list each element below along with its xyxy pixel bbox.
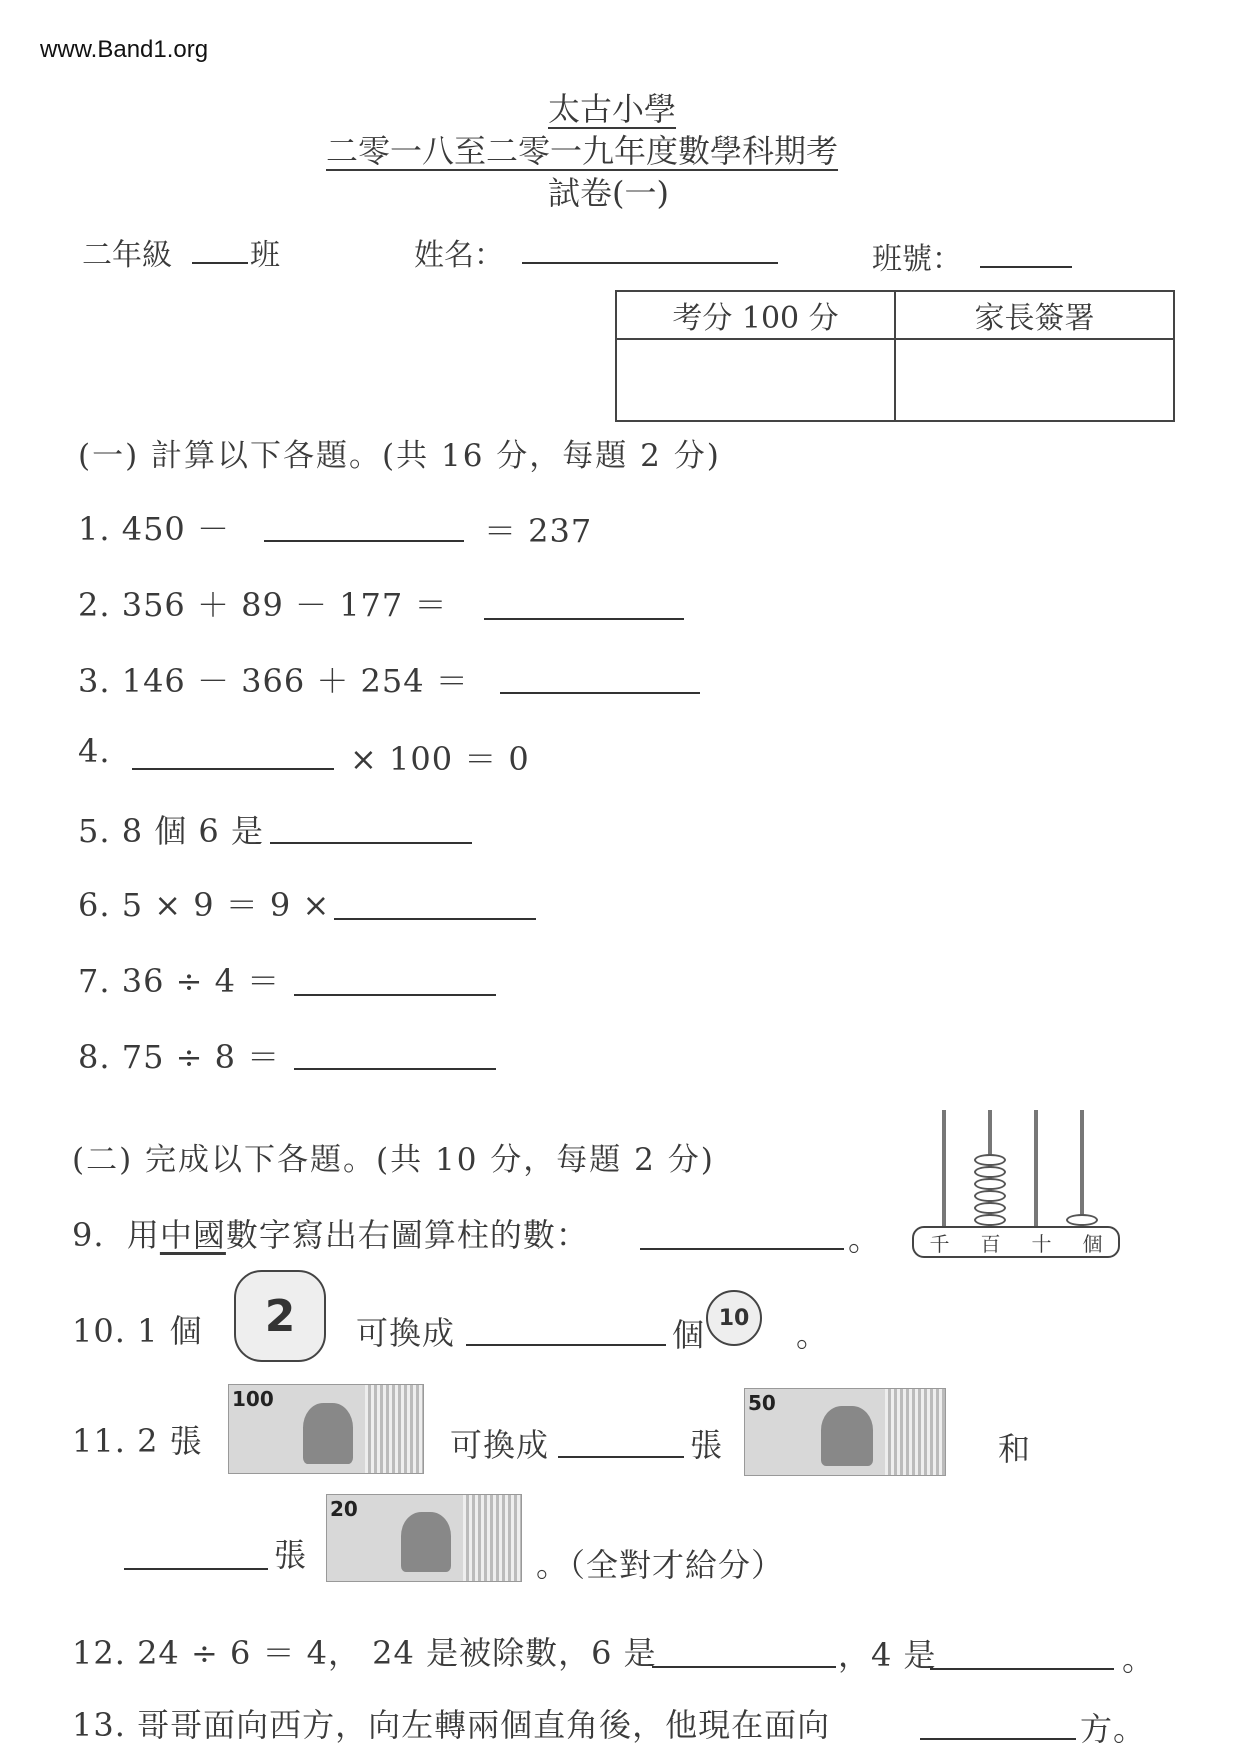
abacus-label-ones: 個 (1082, 1231, 1103, 1256)
name-field[interactable] (522, 262, 778, 264)
question-6: 6. 5 × 9 ＝ 9 × (78, 886, 331, 924)
abacus-rod-tens (1034, 1110, 1038, 1228)
abacus-bead (974, 1154, 1006, 1166)
question-7: 7. 36 ÷ 4 ＝ (78, 962, 281, 1000)
score-header: 考分 100 分 (616, 291, 895, 339)
parent-signature-cell[interactable] (895, 339, 1174, 421)
question-1-result: ＝ 237 (484, 512, 593, 550)
name-label: 姓名： (414, 238, 504, 273)
question-9-prefix: 用 (126, 1216, 160, 1254)
abacus-label-hundreds: 百 (980, 1231, 1001, 1256)
two-dollar-coin-icon (234, 1270, 326, 1362)
question-12: 12. 24 ÷ 6 ＝ 4， 24 是被除數，6 是 (72, 1634, 657, 1672)
question-9 (72, 1210, 589, 1256)
ten-cent-coin-icon (706, 1290, 762, 1346)
question-9-end: 。 (848, 1220, 882, 1258)
two-dollar-coin-value: 2 (264, 1290, 296, 1342)
question-2: 2. 356 ＋ 89 － 177 ＝ (78, 586, 448, 624)
answer-blank-13[interactable] (920, 1738, 1076, 1740)
hundred-dollar-note-value: 100 (232, 1387, 274, 1411)
answer-blank-2[interactable] (484, 618, 684, 620)
paper-number: 試卷(一) (548, 174, 669, 212)
question-10: 10. 1 個 (72, 1312, 203, 1350)
question-12-mid: ，4 是 (838, 1636, 937, 1674)
grade-label: 二年級 (82, 238, 172, 273)
answer-blank-5[interactable] (270, 842, 472, 844)
abacus-rod-ones (1080, 1110, 1084, 1228)
question-3: 3. 146 － 366 ＋ 254 ＝ (78, 662, 469, 700)
question-13: 13. 哥哥面向西方，向左轉兩個直角後，他現在面向 (72, 1706, 831, 1744)
answer-blank-7[interactable] (294, 994, 496, 996)
section-2-heading: (二) 完成以下各題。(共 10 分，每題 2 分) (72, 1142, 715, 1178)
abacus-label-tens: 十 (1031, 1231, 1052, 1256)
abacus-bead (974, 1190, 1006, 1202)
abacus-figure (900, 1106, 1120, 1258)
answer-blank-12b[interactable] (930, 1668, 1114, 1670)
question-11-text: 可換成 (450, 1426, 550, 1464)
abacus-rod-thousands (942, 1110, 946, 1228)
question-1: 1. 450 － (78, 510, 230, 548)
question-11-unit-2: 張 (274, 1536, 308, 1574)
question-12-end: 。 (1122, 1640, 1156, 1678)
question-10-text: 可換成 (356, 1314, 456, 1352)
abacus-base (912, 1226, 1120, 1258)
abacus-bead (974, 1214, 1006, 1226)
fifty-dollar-note-icon (744, 1388, 946, 1476)
section-1-heading: (一) 計算以下各題。(共 16 分，每題 2 分) (78, 438, 721, 474)
question-9-text: 數字寫出右圖算柱的數： (225, 1216, 589, 1254)
exam-title: 二零一八至二零一九年度數學科期考 (326, 132, 839, 170)
question-9-underlined: 中國 (159, 1216, 226, 1254)
question-8: 8. 75 ÷ 8 ＝ (78, 1038, 281, 1076)
score-cell[interactable] (616, 339, 895, 421)
hundred-dollar-note-icon (228, 1384, 424, 1474)
question-11: 11. 2 張 (72, 1422, 203, 1460)
question-9-number: 9. (72, 1216, 105, 1254)
question-10-end: 。 (796, 1316, 830, 1354)
question-10-unit: 個 (672, 1316, 706, 1354)
abacus-rods (900, 1106, 1120, 1228)
answer-blank-9[interactable] (640, 1248, 844, 1250)
answer-blank-1[interactable] (264, 540, 464, 542)
website-url: www.Band1.org (40, 36, 209, 63)
question-4-result: × 100 ＝ 0 (350, 740, 530, 778)
abacus-bead (974, 1202, 1006, 1214)
ten-cent-coin-value: 10 (718, 1305, 750, 1331)
answer-blank-11b[interactable] (124, 1568, 268, 1570)
abacus-label-thousands: 千 (929, 1231, 950, 1256)
abacus-bead (974, 1178, 1006, 1190)
school-name: 太古小學 (548, 90, 677, 128)
answer-blank-4[interactable] (132, 768, 334, 770)
question-11-and: 和 (998, 1430, 1032, 1468)
question-11-unit-1: 張 (690, 1426, 724, 1464)
answer-blank-6[interactable] (334, 918, 536, 920)
parent-signature-header: 家長簽署 (895, 291, 1174, 339)
answer-blank-3[interactable] (500, 692, 700, 694)
answer-blank-11a[interactable] (558, 1456, 684, 1458)
answer-blank-8[interactable] (294, 1068, 496, 1070)
class-label: 班 (250, 238, 280, 273)
class-number-field[interactable] (980, 266, 1072, 268)
score-table (615, 290, 1175, 422)
twenty-dollar-note-icon (326, 1494, 522, 1582)
class-number-label: 班號： (872, 242, 962, 277)
abacus-bead (1066, 1214, 1098, 1226)
question-4: 4. (78, 732, 111, 770)
twenty-dollar-note-value: 20 (330, 1497, 358, 1521)
question-5: 5. 8 個 6 是 (78, 812, 264, 850)
question-13-end: 方。 (1080, 1710, 1147, 1748)
class-field[interactable] (192, 262, 248, 264)
answer-blank-10[interactable] (466, 1344, 666, 1346)
fifty-dollar-note-value: 50 (748, 1391, 776, 1415)
abacus-bead (974, 1166, 1006, 1178)
question-11-end: 。（全對才給分） (536, 1546, 785, 1584)
answer-blank-12a[interactable] (652, 1666, 836, 1668)
